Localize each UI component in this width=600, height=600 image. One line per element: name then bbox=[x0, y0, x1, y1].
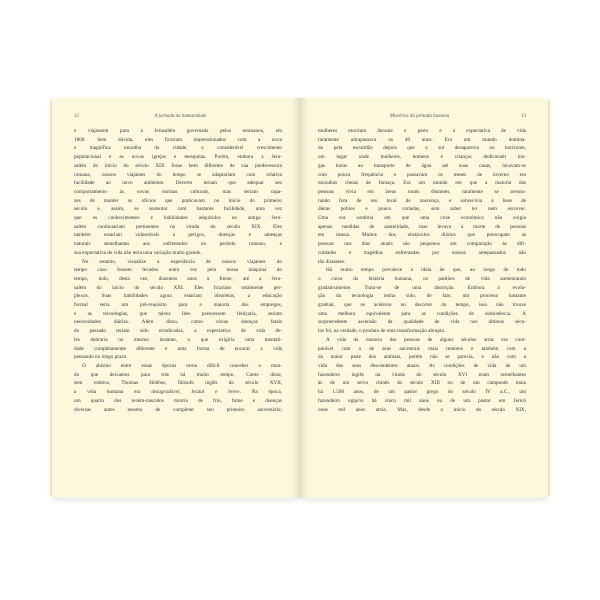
text-line: e viajassem para a Jerusalém governada pelos otomanos, em bbox=[74, 128, 282, 134]
text-line: los foi, na verdade, o produto de uma transformação abrupta. bbox=[318, 328, 446, 335]
text-line: O abismo entre essas épocas torna difícil conceber o mun- bbox=[82, 362, 282, 369]
text-line: uma melhora equivalente para as condições de subsistência. A bbox=[318, 310, 526, 317]
text-line: ção da tecnologia tenha sido, de fato, um processo bastante bbox=[318, 293, 526, 300]
text-line: salém do início do século XXI. Eles ficariam totalmente per- bbox=[74, 284, 282, 291]
text-line: apenas medidas de austeridade, mas levava à morte de pessoas bbox=[318, 223, 526, 230]
text-line: rando fora de seu local de nascença, e sobrevivia à base de bbox=[318, 197, 526, 204]
text-line: e magnífica muralha da cidade, o considerável crescimento bbox=[74, 145, 282, 152]
running-title: A jornada da humanidade bbox=[154, 114, 207, 119]
text-line: dade completamente diferente e uma forma de encarar a vida bbox=[74, 345, 282, 352]
right-page-header bbox=[318, 114, 526, 119]
text-line: mulheres morriam durante o parto e a expectativa de vida bbox=[318, 128, 526, 134]
text-line: sem rodeios, Thomas Hobbes, filósofo inglês do século XVII, bbox=[74, 380, 282, 387]
text-line: da maior parte dos animais, porém não se parecia, e não com a bbox=[318, 354, 526, 361]
text-line: romana, nossos viajantes do tempo se adaptariam com relativa bbox=[74, 171, 282, 178]
text-line: do que deixamos para trás há muito tempo. Como disse, bbox=[74, 371, 282, 378]
text-line: tão distantes. bbox=[318, 258, 346, 265]
text-line: pessoas nos dias atuais são pequenos em comparação às difi- bbox=[318, 241, 526, 248]
text-line: pensando no longo prazo. bbox=[74, 354, 128, 361]
text-line: do pela escuridão depois que o sol desaparecia no horizonte, bbox=[318, 145, 526, 152]
text-line: um lugar onde mulheres, homens e crianças dedicavam lon- bbox=[318, 154, 526, 161]
text-line: dietas pobres e pouco variadas, sem saber ler nem escrever. bbox=[318, 206, 526, 213]
text-line: moradias cheias de fumaça. Era um mundo em que a maioria das bbox=[318, 180, 526, 187]
text-line: naturais semelhantes aos enfrentados no período romano, e bbox=[74, 241, 282, 248]
left-page bbox=[52, 98, 300, 498]
page-number: 13 bbox=[521, 114, 526, 119]
text-line: salém continuariam pertinentes na virada do século XIX. Eles bbox=[74, 223, 282, 230]
text-line: facilidade ao novo ambiente. Decerto teriam que adequar seu bbox=[74, 180, 282, 187]
text-line: fazendeiro inglês na virada do século XVI eram semelhantes bbox=[318, 371, 526, 378]
text-line: parável com a de seus ancestrais mais remotos e também com a bbox=[318, 345, 526, 352]
text-line: o curso da história humana, os padrões de vida aumentaram bbox=[318, 275, 526, 282]
text-line: pessoas vivia em áreas rurais distantes, raramente se aventu- bbox=[318, 188, 526, 195]
text-line: zes de manter os ofícios que praticavam no início do primeiro bbox=[74, 197, 282, 204]
text-line: 1800. Sem dúvida, eles ficariam impressionados com a nova bbox=[74, 136, 282, 143]
text-line: No entanto, visualize a experiência de nossos viajantes do bbox=[82, 258, 282, 265]
page-number: 12 bbox=[74, 114, 79, 119]
text-line: culdades e tragédias enfrentadas por nossos antepassados não bbox=[318, 249, 526, 256]
text-line: às de um servo chinês do século XIII ou de um camponês maia bbox=[318, 380, 526, 387]
text-line: necessidades diárias. Além disso, como várias doenças fatais bbox=[74, 319, 282, 326]
emphasis: desagradável, brutal e breve bbox=[151, 389, 240, 396]
text-line: há 1.500 anos, de um pastor grego do século IV a.C., um bbox=[318, 389, 526, 396]
text-line: raramente ultrapassava os 40 anos. Era um mundo domina- bbox=[318, 136, 526, 143]
text-line: um quarto dos recém-nascidos morria de frio, fome e doenças bbox=[74, 397, 282, 404]
text-line: que os conhecimentos e habilidades adquiridos na antiga Jeru- bbox=[74, 215, 282, 222]
left-page-text bbox=[74, 127, 282, 414]
text-line: gradual, que se acelerou no decorrer do tempo, isso não trouxe bbox=[318, 302, 526, 309]
text-line: a vida humana era desagradável, brutal e breve. Na época, bbox=[74, 389, 282, 396]
right-page-text bbox=[318, 127, 526, 414]
book-gutter bbox=[292, 98, 308, 498]
text-line: também estariam vulneráveis a perigos, doenças e ameaças bbox=[74, 232, 282, 239]
text-line: populacional e as novas igrejas e mesquitas. Porém, embora a Jeru- bbox=[74, 154, 282, 161]
text-line: fazendeiro egípcio há cinco mil anos ou de um pastor em Jericó bbox=[318, 397, 526, 404]
text-line: surpreendente ascensão da qualidade de vida nos últimos sécu- bbox=[318, 319, 526, 326]
text-line: plexos. Suas habilidades agora estariam obsoletas, a educação bbox=[74, 293, 282, 300]
text-line: com pouca frequência e passavam os meses de inverno em bbox=[318, 171, 526, 178]
text-line: comportamento às novas normas culturais, mas seriam capa- bbox=[74, 188, 282, 195]
text-line: em massa. Muitos dos obstáculos diários que preocupam as bbox=[318, 232, 526, 239]
text-line: Uma era sombria em que uma crise econômica não exigia bbox=[318, 215, 526, 222]
text-line: século e, assim, se sustentar com bastante facilidade, uma vez bbox=[74, 206, 282, 213]
text-line: formal seria um pré-requisito para a maioria dos empregos, bbox=[74, 302, 282, 309]
text-line: A vida da maioria das pessoas de alguns séculos atrás era com- bbox=[326, 336, 526, 343]
running-title: Mistérios da jornada humana bbox=[389, 114, 450, 119]
text-line: vida dos seus descendentes atuais. As condições de vida de um bbox=[318, 362, 526, 369]
text-line: sua expectativa de vida não teria uma variação muito grande. bbox=[74, 249, 202, 256]
text-line: e as tecnologias, que talvez lhes parecessem feitiçaria, seriam bbox=[74, 310, 282, 317]
text-line: Há muito tempo prevalece a ideia de que, ao longo de todo bbox=[326, 267, 526, 274]
left-page-header bbox=[74, 114, 282, 119]
open-book bbox=[52, 98, 548, 498]
right-page bbox=[300, 98, 548, 498]
text-line: les dobraria no mesmo instante, o que exigiria uma mentali- bbox=[74, 336, 282, 343]
text-line: gradativamente. Trata-se de uma distorção. Embora a evolu- bbox=[318, 284, 526, 291]
text-line: gas horas ao transporte de água até suas casas, lavavam-se bbox=[318, 162, 526, 169]
text-line: do passado teriam sido erradicadas, a expectativa de vida de- bbox=[74, 328, 282, 335]
text-line: onze mil anos atrás. Mas, desde o início do século XIX, bbox=[318, 406, 526, 413]
text-line: tempo caso fossem levados outra vez pela nossa máquina do bbox=[74, 267, 282, 274]
text-line: salém do início do século XIX fosse bem diferente de sua predecessora bbox=[74, 162, 282, 169]
text-line: diversas antes mesmo de completar seu primeiro aniversário; bbox=[74, 406, 282, 413]
text-line: tempo, indo, desta vez, duzentos anos à frente, até a Jeru- bbox=[74, 275, 282, 282]
